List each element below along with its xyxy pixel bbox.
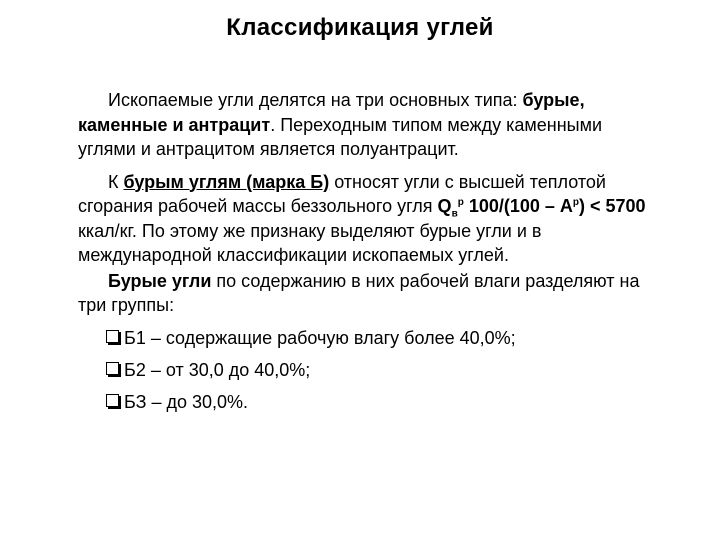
p1-bold-types: бурые, каменные и антрацит: [78, 90, 585, 135]
paragraph-brown-coal-definition: [78, 170, 658, 268]
list-item: [78, 386, 658, 418]
formula: [437, 196, 646, 220]
list-item-text: БЗ – до 30,0%.: [124, 391, 249, 412]
formula-q-sub: в: [451, 208, 458, 220]
checkbox-square-icon: [106, 330, 119, 343]
formula-a-sup: р: [572, 197, 580, 208]
paragraph-coal-types: [78, 88, 658, 162]
slide-body: [78, 88, 658, 418]
formula-q: Q: [437, 196, 452, 216]
p1-text-1: Ископаемые угли делятся на три основных типа:: [108, 90, 523, 110]
formula-end: ) < 5700: [579, 196, 646, 216]
p3-bold-brown-coal: Бурые угли: [108, 270, 212, 291]
checkbox-square-icon: [106, 362, 119, 375]
checkbox-square-icon: [106, 394, 119, 407]
p2-text-3: ккал/кг. По этому же признаку выделяют бурые угли и в международной классификации ископаемых углей.: [78, 220, 542, 265]
moisture-group-list: [78, 322, 658, 418]
brown-coal-term: бурым углям (марка Б): [123, 171, 330, 192]
p1-text-2: . Переходным типом между каменными углями и антрацитом является полуантрацит.: [78, 114, 603, 159]
list-item: [78, 322, 658, 354]
formula-q-sup: р: [457, 197, 464, 208]
list-item-text: Б2 – от 30,0 до 40,0%;: [124, 359, 311, 380]
list-item-text: Б1 – содержащие рабочую влагу более 40,0%;: [124, 327, 516, 348]
p2-text-1: К: [108, 171, 124, 192]
formula-mid: 100/(100 – A: [463, 196, 573, 216]
paragraph-moisture-groups: [78, 269, 658, 318]
slide-title: Классификация углей: [226, 14, 494, 41]
list-item: [78, 354, 658, 386]
p2-text-2: относят угли с высшей теплотой сгорания рабочей массы беззольного угля: [78, 171, 606, 216]
p3-text-1: по содержанию в них рабочей влаги разделяют на три группы:: [78, 270, 640, 315]
